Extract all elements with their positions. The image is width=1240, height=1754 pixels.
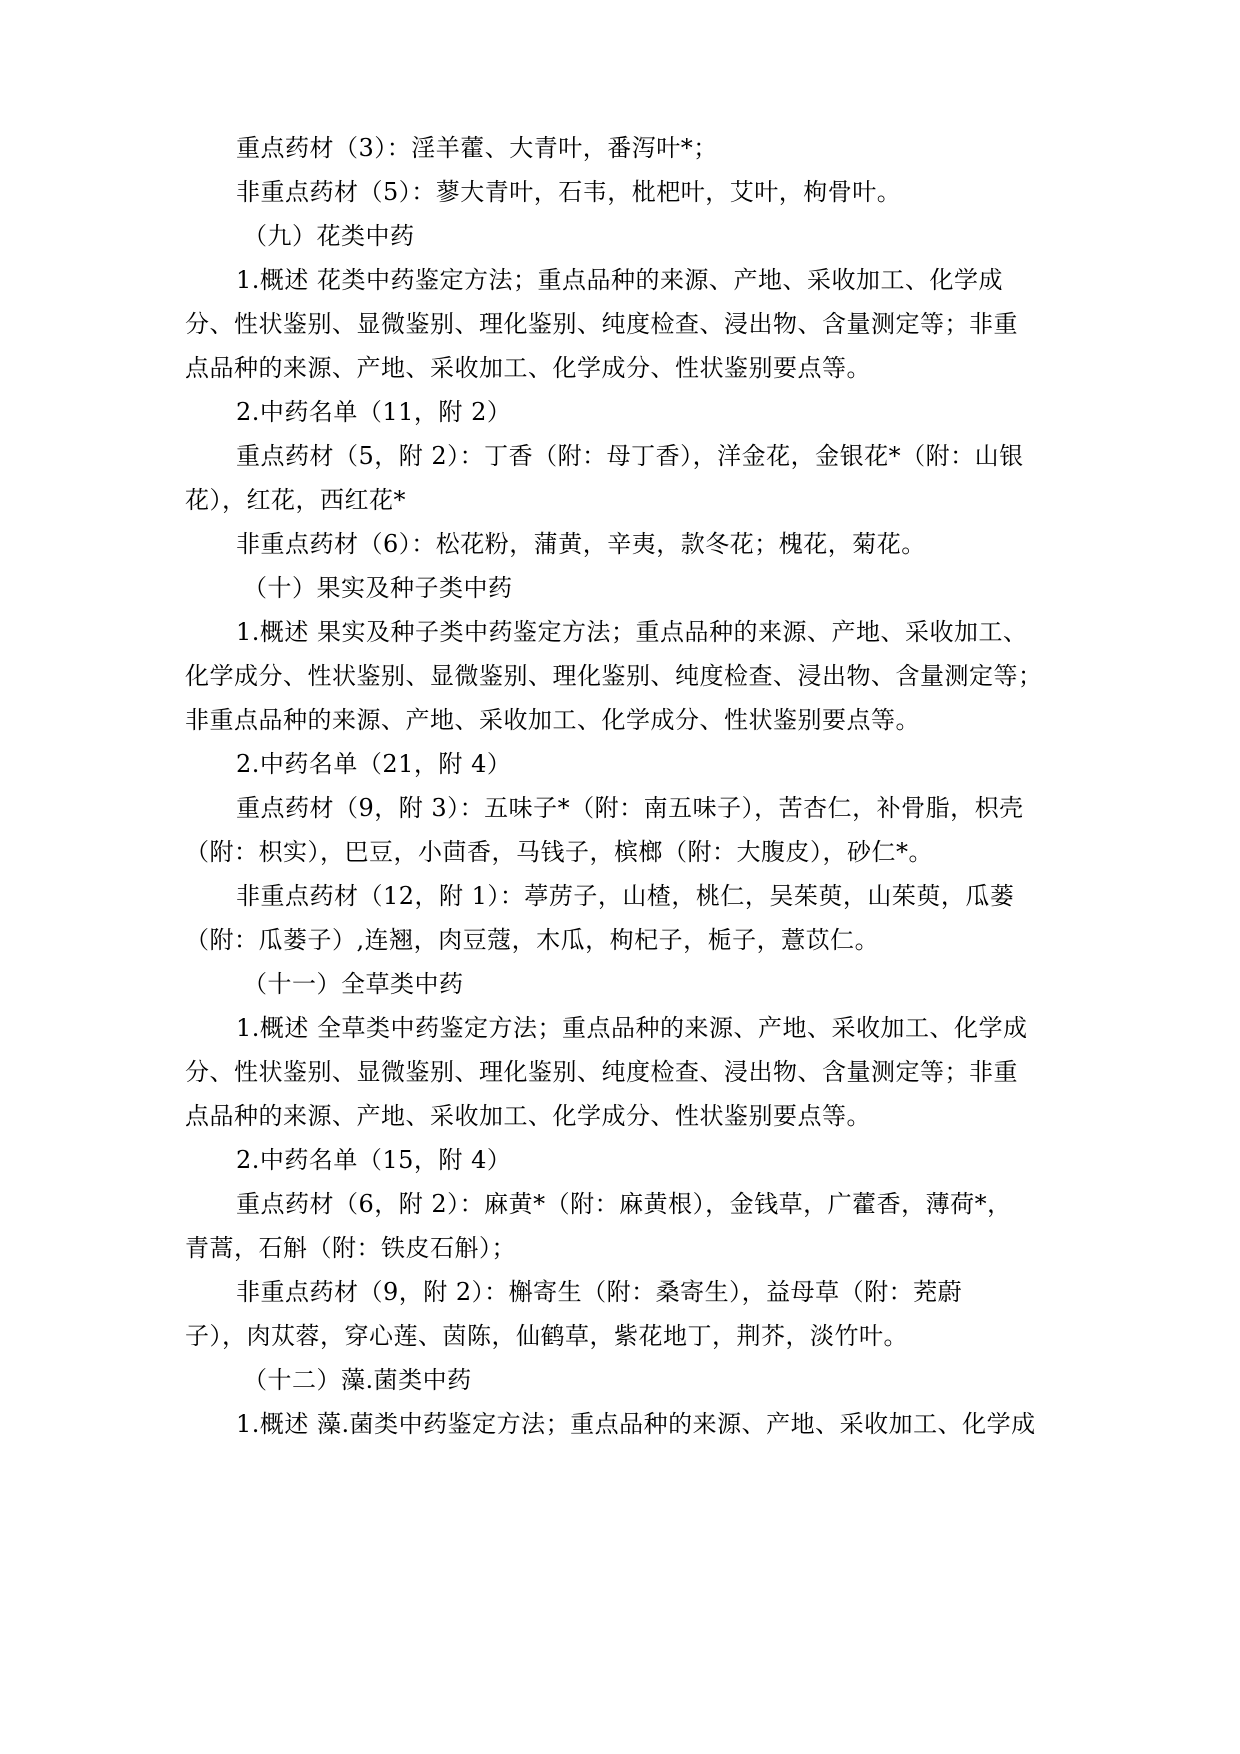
paragraph-line: 重点药材（5，附 2）：丁香（附：母丁香），洋金花，金银花*（附：山银 [236,442,1024,470]
paragraph-line: 1.概述 花类中药鉴定方法；重点品种的来源、产地、采收加工、化学成 [236,266,1004,294]
paragraph-line: 1.概述 果实及种子类中药鉴定方法；重点品种的来源、产地、采收加工、 [236,618,1028,646]
paragraph-line: 子），肉苁蓉，穿心莲、茵陈，仙鹤草，紫花地丁，荆芥，淡竹叶。 [185,1322,908,1350]
paragraph-line: 非重点药材（5）：蓼大青叶，石韦，枇杷叶，艾叶，枸骨叶。 [236,178,902,206]
paragraph-line: 非重点品种的来源、产地、采收加工、化学成分、性状鉴别要点等。 [185,706,920,734]
paragraph-line: 分、性状鉴别、显微鉴别、理化鉴别、纯度检查、浸出物、含量测定等；非重 [185,310,1018,338]
paragraph-line: 化学成分、性状鉴别、显微鉴别、理化鉴别、纯度检查、浸出物、含量测定等； [185,662,1043,690]
paragraph-line: 重点药材（3）：淫羊藿、大青叶，番泻叶*； [236,134,718,162]
paragraph-line: 分、性状鉴别、显微鉴别、理化鉴别、纯度检查、浸出物、含量测定等；非重 [185,1058,1018,1086]
paragraph-line: 1.概述 藻.菌类中药鉴定方法；重点品种的来源、产地、采收加工、化学成 [236,1410,1036,1438]
paragraph-line: 非重点药材（6）：松花粉，蒲黄，辛夷，款冬花；槐花，菊花。 [236,530,926,558]
paragraph-line: （附：瓜蒌子）,连翘，肉豆蔻，木瓜，枸杞子，栀子，薏苡仁。 [185,926,880,954]
paragraph-line: 重点药材（9，附 3）：五味子*（附：南五味子），苦杏仁，补骨脂，枳壳 [236,794,1024,822]
paragraph-line: （附：枳实），巴豆，小茴香，马钱子，槟榔（附：大腹皮），砂仁*。 [185,838,933,866]
paragraph-line: 2.中药名单（15，附 4） [236,1146,512,1174]
section-heading: （十）果实及种子类中药 [243,574,513,602]
paragraph-line: 非重点药材（9，附 2）：槲寄生（附：桑寄生），益母草（附：茺蔚 [236,1278,963,1306]
paragraph-line: 重点药材（6，附 2）：麻黄*（附：麻黄根），金钱草，广藿香，薄荷*， [236,1190,1012,1218]
paragraph-line: 点品种的来源、产地、采收加工、化学成分、性状鉴别要点等。 [185,1102,871,1130]
paragraph-line: 2.中药名单（21，附 4） [236,750,512,778]
section-heading: （十二）藻.菌类中药 [243,1366,472,1394]
section-heading: （九）花类中药 [243,222,415,250]
paragraph-line: 点品种的来源、产地、采收加工、化学成分、性状鉴别要点等。 [185,354,871,382]
paragraph-line: 2.中药名单（11，附 2） [236,398,512,426]
paragraph-line: 1.概述 全草类中药鉴定方法；重点品种的来源、产地、采收加工、化学成 [236,1014,1028,1042]
paragraph-line: 青蒿，石斛（附：铁皮石斛）； [185,1234,516,1262]
section-heading: （十一）全草类中药 [243,970,464,998]
paragraph-line: 花），红花，西红花* [185,486,406,514]
paragraph-line: 非重点药材（12，附 1）：葶苈子，山楂，桃仁，吴茱萸，山茱萸，瓜蒌 [236,882,1015,910]
